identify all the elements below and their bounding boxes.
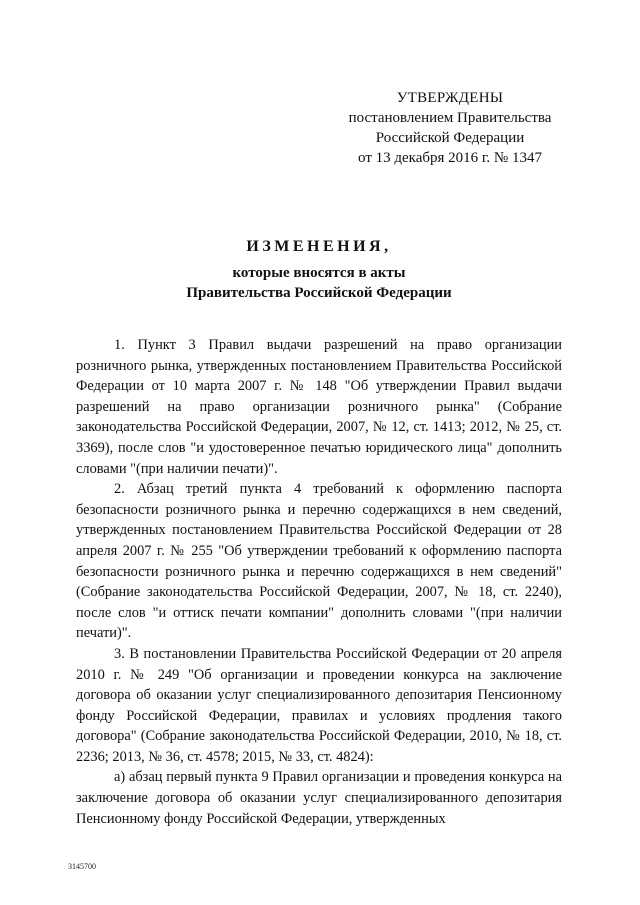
- footer-document-code: 3145700: [68, 862, 96, 871]
- document-subtitle-line-1: которые вносятся в акты: [232, 265, 406, 281]
- document-subtitle-line-2: Правительства Российской Федерации: [186, 285, 452, 301]
- approval-block: [300, 88, 600, 168]
- approval-line-3: от 13 декабря 2016 г. № 1347: [358, 150, 542, 166]
- paragraph-item-3: 3. В постановлении Правительства Российской Федерации от 20 апреля 2010 г. № 249 "Об организации и проведении конкурса на заключение договора об оказании услуг специализированного депозитария Пенсионному фонду Российской Федерации, правилах и условиях продления такого договора" (Собрание законодательства Российской Федерации, 2010, № 18, ст. 2236; 2013, № 36, ст. 4578; 2015, № 33, ст. 4824):: [76, 645, 562, 765]
- paragraph-item-2: 2. Абзац третий пункта 4 требований к оформлению паспорта безопасности розничного рынка и перечню содержащихся в нем сведений, утвержденных постановлением Правительства Российской Федерации от 28 апреля 2007 г. № 255 "Об утверждении требований к оформлению паспорта безопасности розничного рынка и перечню содержащихся в нем сведений" (Собрание законодательства Российской Федерации, 2007, № 18, ст. 2240), после слов "и оттиск печати компании" дополнить словами "(при наличии печати)".: [76, 481, 562, 642]
- document-title: ИЗМЕНЕНИЯ,: [246, 238, 392, 255]
- paragraph-item-1: 1. Пункт 3 Правил выдачи разрешений на право организации розничного рынка, утвержденных постановлением Правительства Российской Федерации от 10 марта 2007 г. № 148 "Об утверждении Правил выдачи разрешений на право организации розничного рынка" (Собрание законодательства Российской Федерации, 2007, № 12, ст. 1413; 2012, № 25, ст. 3369), после слов "и удостоверенное печатью юридического лица" дополнить словами "(при наличии печати)".: [76, 337, 562, 477]
- document-heading: [60, 236, 578, 303]
- document-body: [76, 335, 562, 829]
- approval-line-2: Российской Федерации: [375, 130, 525, 146]
- approval-title: УТВЕРЖДЕНЫ: [396, 90, 504, 106]
- paragraph-subitem-a: а) абзац первый пункта 9 Правил организации и проведения конкурса на заключение договора об оказании услуг специализированного депозитария Пенсионному фонду Российской Федерации, утвержденных: [76, 769, 562, 827]
- approval-line-1: постановлением Правительства: [348, 110, 552, 126]
